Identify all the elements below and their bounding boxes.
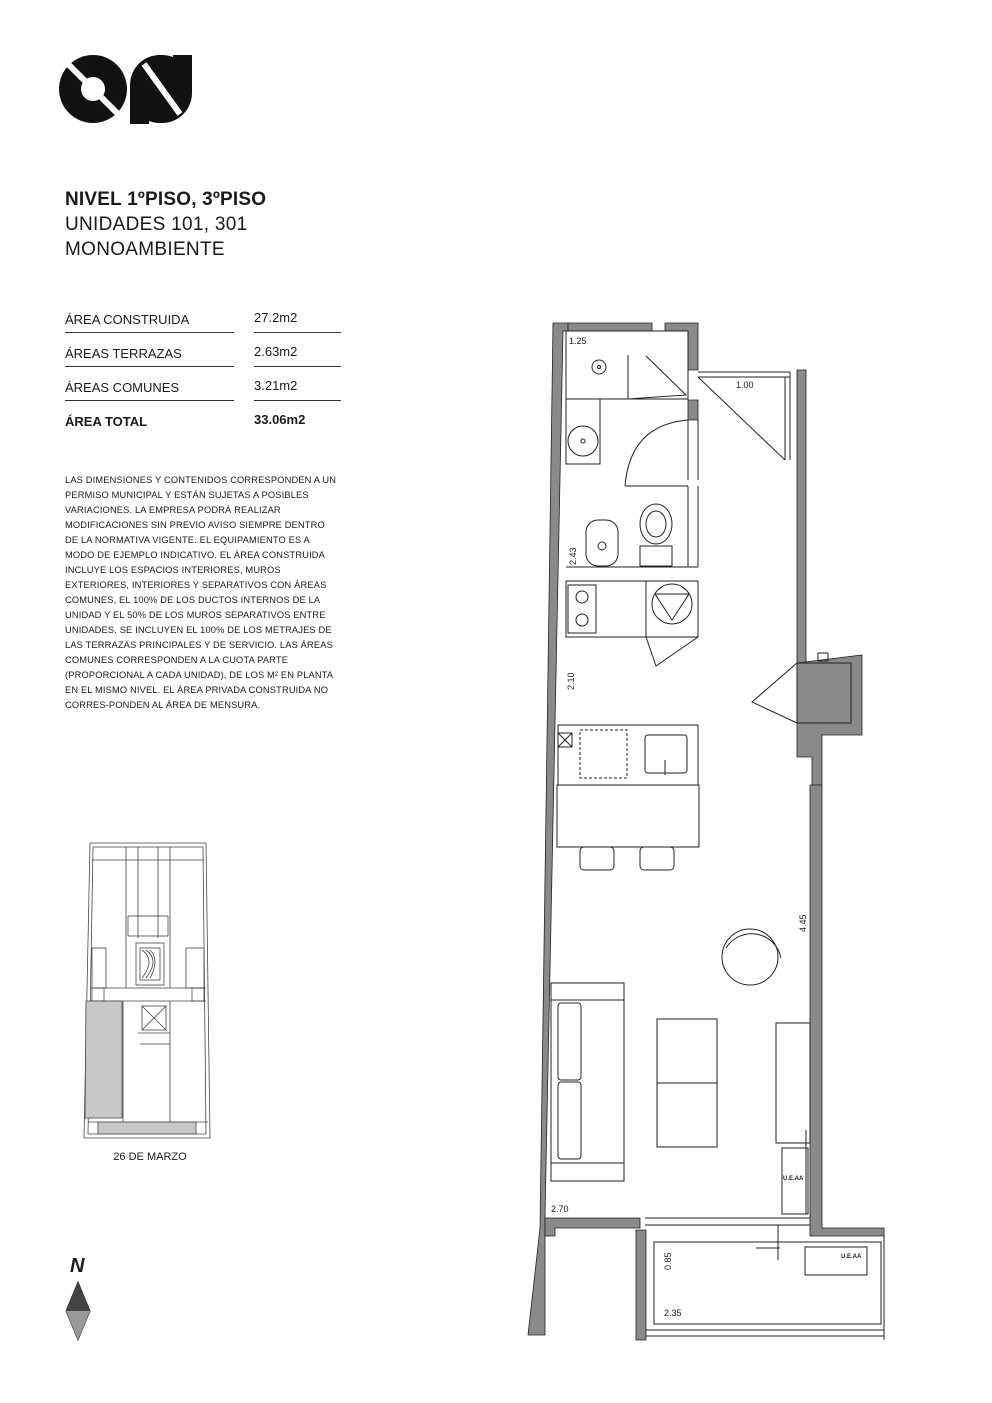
- key-plan: [78, 838, 218, 1143]
- dim-bath-top: 1.25: [569, 336, 587, 346]
- dim-kitchen-height: 2.10: [566, 672, 576, 690]
- on-logo: [58, 52, 196, 126]
- ac-unit-label-terrace: U.E.AA: [841, 1254, 862, 1260]
- area-value: 27.2m2: [254, 310, 341, 333]
- street-label: 26 DE MARZO: [113, 1151, 187, 1163]
- area-row-terraces: [65, 342, 341, 376]
- dim-terrace-width: 2.35: [664, 1308, 682, 1318]
- area-table: [65, 308, 341, 444]
- north-label: N: [70, 1255, 85, 1277]
- area-label: ÁREA CONSTRUIDA: [65, 312, 234, 333]
- compass-icon: [62, 1280, 94, 1342]
- dim-terrace-depth: 0.85: [663, 1252, 673, 1270]
- area-value: 3.21m2: [254, 378, 341, 401]
- area-row-total: [65, 410, 341, 444]
- area-label: ÁREAS COMUNES: [65, 380, 234, 401]
- dim-living-height: 4.45: [798, 914, 808, 932]
- floor-plan: [525, 318, 890, 1343]
- area-label: ÁREAS TERRAZAS: [65, 346, 234, 367]
- ac-unit-label-living: U.E.AA: [783, 1176, 804, 1182]
- dim-balcony-door: 1.00: [736, 380, 754, 390]
- dim-bath-height: 2.43: [568, 547, 578, 565]
- unit-type: MONOAMBIENTE: [65, 239, 225, 260]
- disclaimer-text: LAS DIMENSIONES Y CONTENIDOS CORRESPONDEN A UN PERMISO MUNICIPAL Y ESTÁN SUJETAS A POSIBLES VARIACIONES. LA EMPRESA PODRÁ REALIZAR MODIFICACIONES SIN PREVIO AVISO SIEMPRE DENTRO DE LA NORMATIVA VIGENTE. EL EQUIPAMIENTO ES A MODO DE EJEMPLO INDICATIVO. EL ÁREA CONSTRUIDA INCLUYE LOS ESPACIOS INTERIORES, MUROS EXTERIORES, INTERIORES Y SEPARATIVOS CON ÁREAS COMUNES, EL 100% DE LOS DUCTOS INTERNOS DE LA UNIDAD Y EL 50% DE LOS MUROS SEPARATIVOS ENTRE UNIDADES. SE INCLUYEN EL 100% DE LOS METRAJES DE LAS TERRAZAS PRINCIPALES Y DE SERVICIO. LAS ÁREAS COMUNES CORRESPONDEN A LA CUOTA PARTE (PROPORCIONAL A CADA UNIDAD), DE LOS M² EN PLANTA EN EL MISMO NIVEL. EL ÁREA PRIVADA CONSTRUIDA NO CORRES-PONDEN AL ÁREA DE MENSURA.: [65, 475, 337, 710]
- area-label: ÁREA TOTAL: [65, 414, 148, 429]
- units-subtitle: UNIDADES 101, 301: [65, 214, 248, 235]
- page-title: NIVEL 1ºPISO, 3ºPISO: [65, 189, 267, 210]
- area-value: 33.06m2: [254, 412, 306, 427]
- area-row-built: [65, 308, 341, 342]
- dim-living-width: 2.70: [551, 1204, 569, 1214]
- area-row-common: [65, 376, 341, 410]
- area-value: 2.63m2: [254, 344, 341, 367]
